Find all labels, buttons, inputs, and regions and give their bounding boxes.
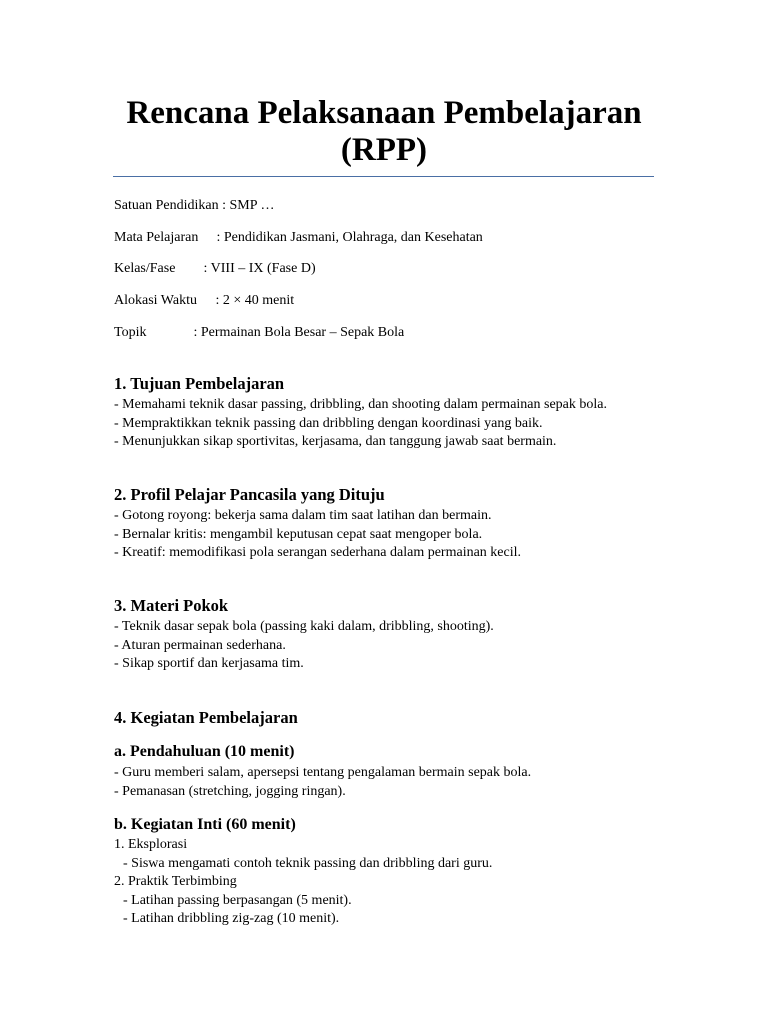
meta-label: Alokasi Waktu: [114, 293, 197, 308]
meta-value: : Pendidikan Jasmani, Olahraga, dan Kesehatan: [216, 230, 483, 245]
meta-label: Mata Pelajaran: [114, 230, 199, 245]
list-item: - Memahami teknik dasar passing, dribbling, dan shooting dalam permainan sepak bola.: [114, 397, 607, 412]
list-item: - Bernalar kritis: mengambil keputusan cepat saat mengoper bola.: [114, 526, 483, 542]
list-item: - Siswa mengamati contoh teknik passing dan dribbling dari guru.: [123, 855, 493, 871]
meta-label: Topik: [114, 325, 147, 340]
meta-value: : VIII – IX (Fase D): [203, 261, 316, 276]
list-item: 2. Praktik Terbimbing: [114, 874, 237, 890]
meta-row-mapel: [114, 229, 483, 246]
meta-label: Kelas/Fase: [114, 261, 176, 276]
list-item: - Sikap sportif dan kerjasama tim.: [114, 656, 304, 672]
list-item: - Guru memberi salam, apersepsi tentang pengalaman bermain sepak bola.: [114, 765, 532, 780]
section-heading-profil: 2. Profil Pelajar Pancasila yang Dituju: [114, 485, 385, 504]
meta-row-alokasi: [114, 292, 294, 309]
section-heading-materi: 3. Materi Pokok: [114, 596, 229, 615]
title-divider: [113, 176, 654, 177]
list-item: - Kreatif: memodifikasi pola serangan sederhana dalam permainan kecil.: [114, 545, 521, 561]
section-heading-kegiatan: 4. Kegiatan Pembelajaran: [114, 708, 298, 727]
list-item: - Pemanasan (stretching, jogging ringan).: [114, 783, 346, 799]
list-item: - Menunjukkan sikap sportivitas, kerjasama, dan tanggung jawab saat bermain.: [114, 434, 557, 450]
list-item: - Aturan permainan sederhana.: [114, 637, 286, 653]
meta-row-topik: [114, 324, 404, 341]
meta-value: : SMP …: [222, 198, 275, 213]
meta-row-satuan: [114, 197, 275, 214]
tujuan-list: [114, 396, 607, 452]
list-item: 1. Eksplorasi: [114, 837, 188, 852]
pendahuluan-list: [114, 764, 531, 801]
list-item: - Latihan passing berpasangan (5 menit).: [123, 892, 352, 908]
meta-value: : Permainan Bola Besar – Sepak Bola: [193, 325, 405, 340]
document-title: Rencana Pelaksanaan Pembelajaran (RPP): [126, 95, 642, 168]
meta-row-kelas: [114, 260, 316, 277]
inti-list: [114, 836, 492, 929]
subsection-heading-pendahuluan: a. Pendahuluan (10 menit): [114, 743, 295, 760]
list-item: - Gotong royong: bekerja sama dalam tim saat latihan dan bermain.: [114, 508, 492, 523]
meta-label: Satuan Pendidikan: [114, 198, 219, 213]
section-heading-tujuan: 1. Tujuan Pembelajaran: [114, 374, 285, 393]
list-item: - Teknik dasar sepak bola (passing kaki dalam, dribbling, shooting).: [114, 619, 494, 634]
list-item: - Mempraktikkan teknik passing dan dribbling dengan koordinasi yang baik.: [114, 415, 543, 431]
subsection-heading-inti: b. Kegiatan Inti (60 menit): [114, 816, 296, 833]
materi-list: [114, 618, 494, 674]
meta-value: : 2 × 40 menit: [215, 293, 295, 308]
profil-list: [114, 507, 521, 563]
list-item: - Latihan dribbling zig-zag (10 menit).: [123, 911, 340, 927]
